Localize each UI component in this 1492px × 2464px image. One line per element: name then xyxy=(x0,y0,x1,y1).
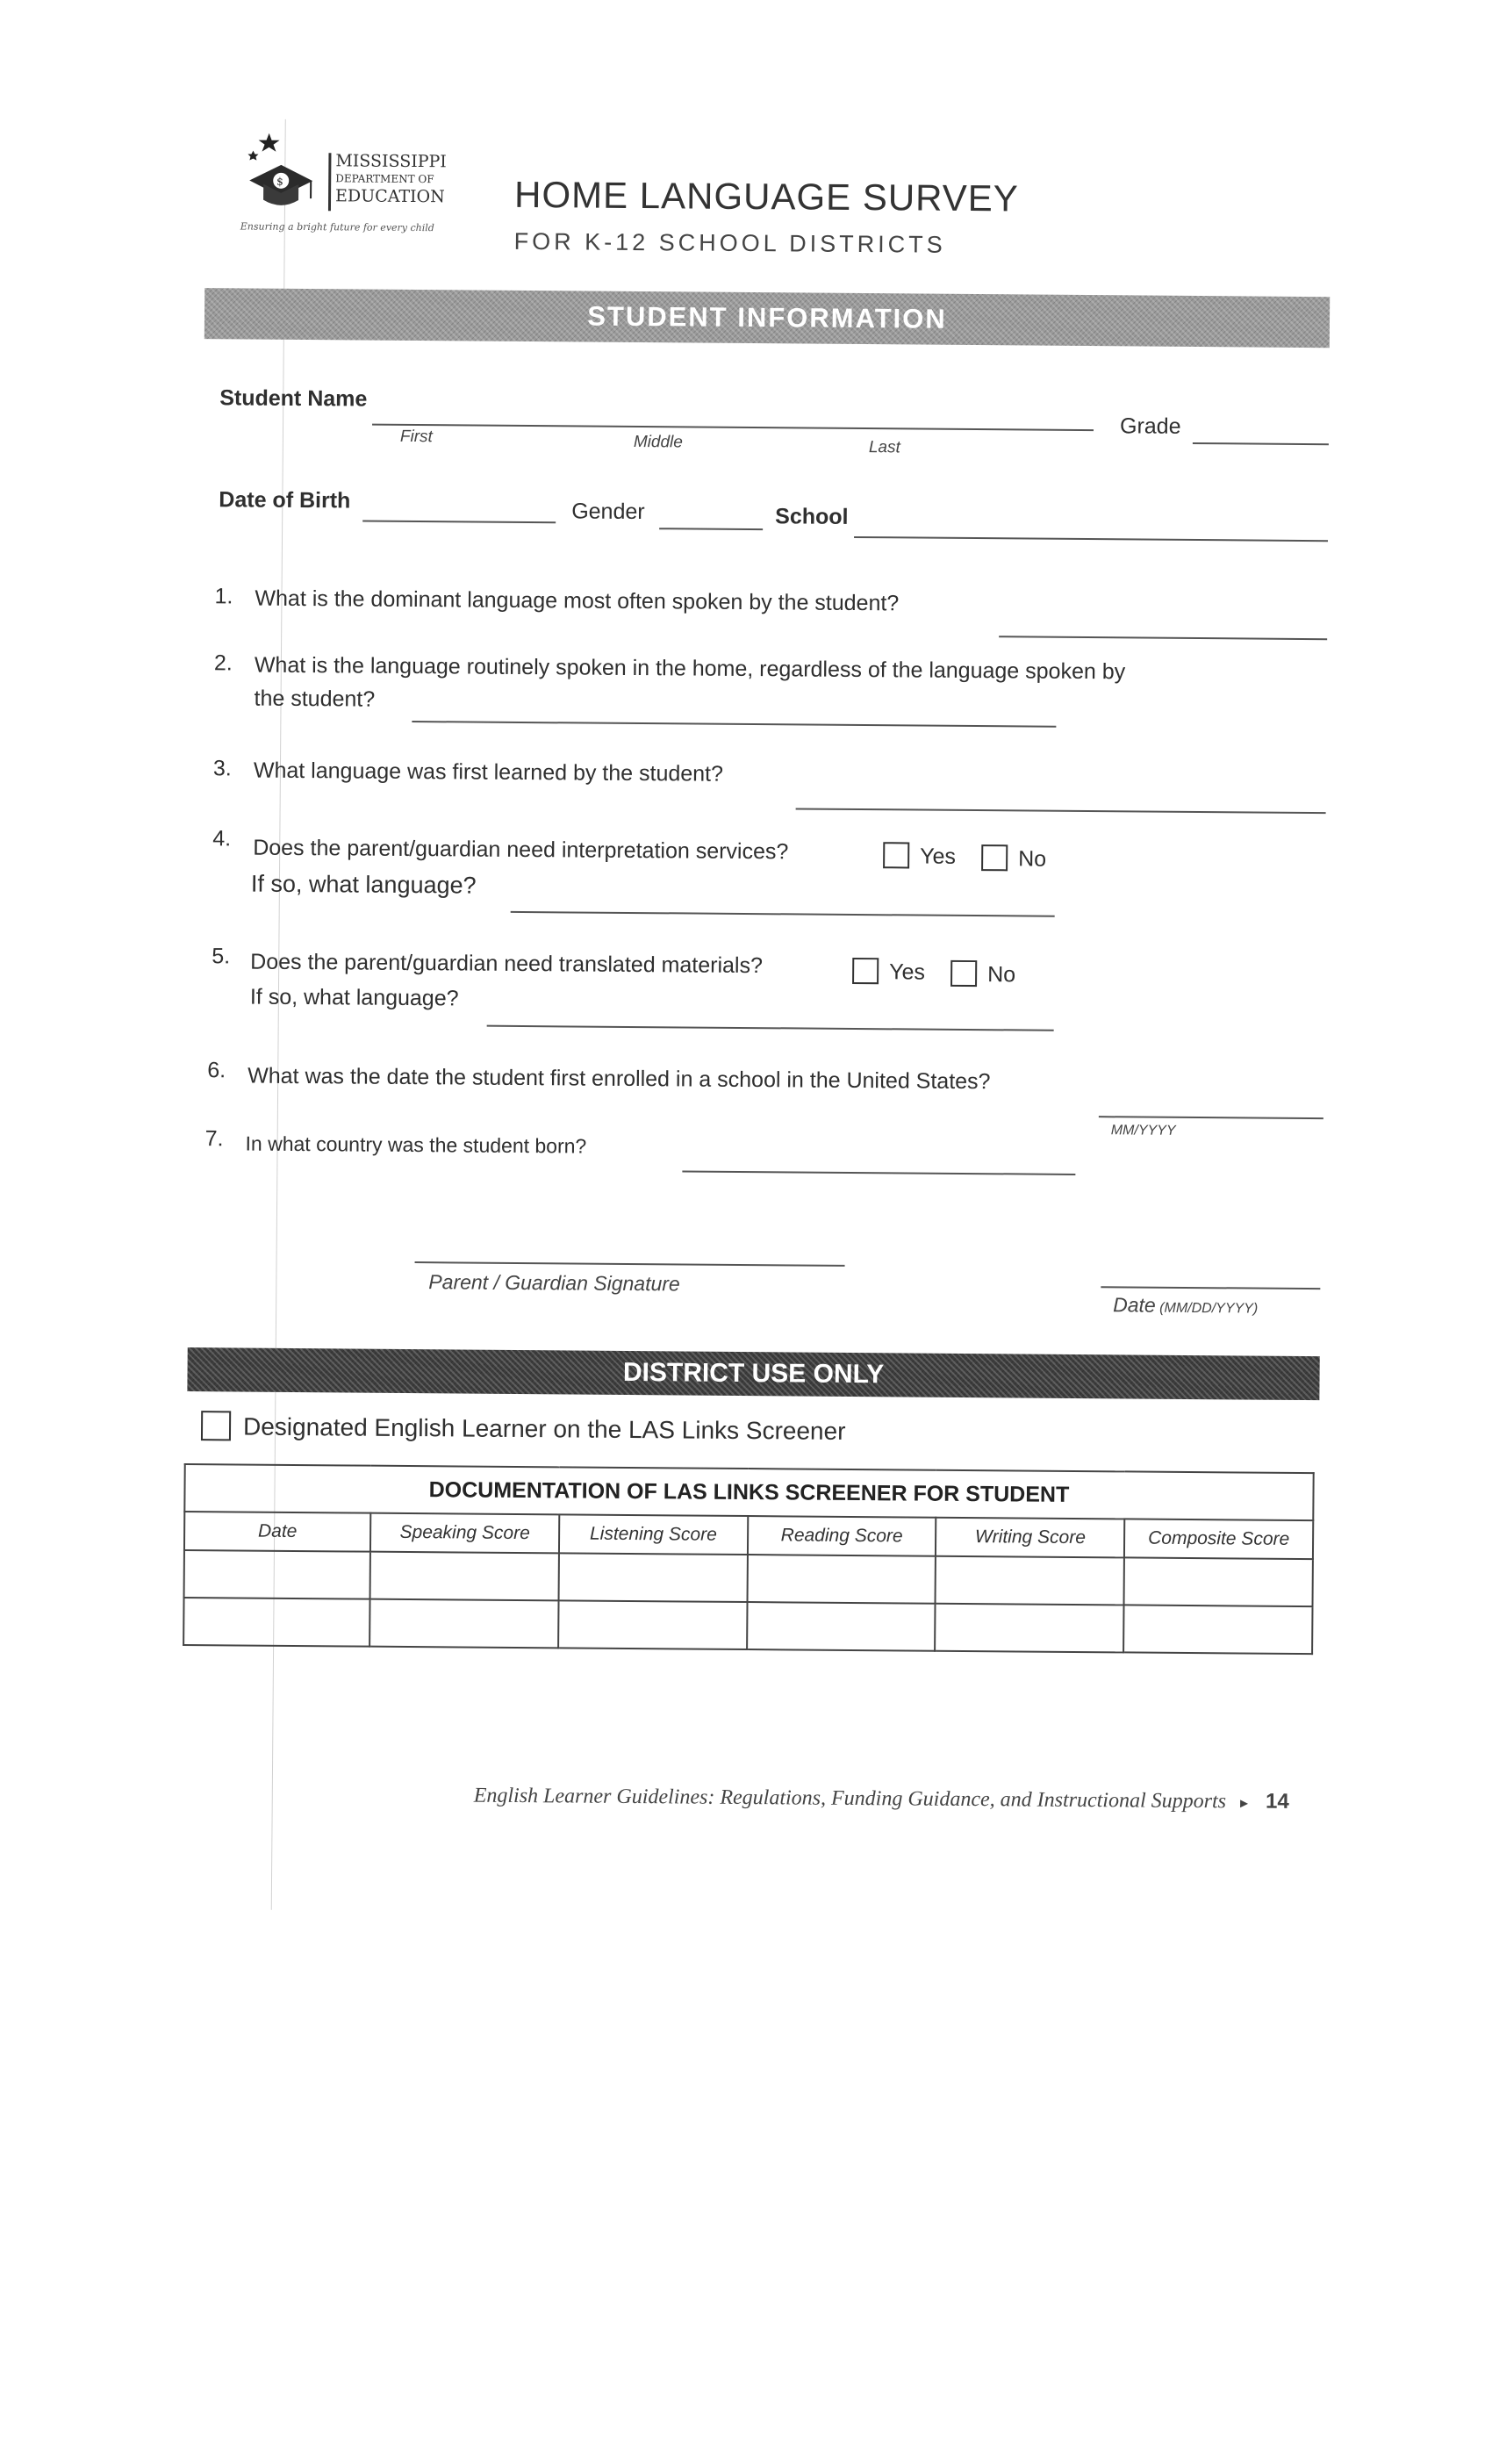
signature-date-caption xyxy=(1113,1293,1258,1318)
grade-label: Grade xyxy=(1120,413,1181,440)
question-5-text: Does the parent/guardian need translated materials? xyxy=(250,950,763,980)
question-6-text: What was the date the student first enrolled in a school in the United States? xyxy=(247,1064,991,1096)
table-cell-speaking-score[interactable] xyxy=(370,1552,559,1601)
mde-logo-icon xyxy=(240,129,322,226)
designated-el-checkbox[interactable] xyxy=(201,1411,231,1440)
question-2-answer-field[interactable] xyxy=(412,721,1056,728)
table-cell-date[interactable] xyxy=(184,1550,371,1599)
question-4-yes-label: Yes xyxy=(920,844,956,870)
question-4-yes-checkbox[interactable] xyxy=(883,842,909,868)
question-1-text: What is the dominant language most often spoken by the student? xyxy=(255,586,899,617)
las-links-table-title-row xyxy=(184,1464,1313,1520)
table-cell-composite-score[interactable] xyxy=(1123,1605,1312,1654)
las-links-table xyxy=(183,1463,1315,1655)
column-header-speaking-score: Speaking Score xyxy=(370,1513,559,1554)
gender-label: Gender xyxy=(571,499,645,525)
question-5-language-field[interactable] xyxy=(487,1025,1054,1031)
question-3-answer-field[interactable] xyxy=(796,808,1326,814)
table-cell-composite-score[interactable] xyxy=(1124,1557,1313,1606)
las-links-table-title: DOCUMENTATION OF LAS LINKS SCREENER FOR STUDENT xyxy=(184,1464,1313,1520)
gender-field[interactable] xyxy=(659,528,763,530)
question-1-number: 1. xyxy=(214,584,233,609)
first-name-caption: First xyxy=(400,427,433,447)
question-2-text-cont: the student? xyxy=(254,686,375,713)
svg-text:$: $ xyxy=(276,176,283,188)
question-6-format-hint: MM/YYYY xyxy=(1111,1123,1176,1139)
logo-line3: EDUCATION xyxy=(335,186,445,206)
mde-logo xyxy=(240,129,478,245)
question-5-number: 5. xyxy=(212,944,230,969)
footer-arrow-icon: ▸ xyxy=(1240,1793,1248,1811)
signature-date-format: (MM/DD/YYYY) xyxy=(1159,1301,1258,1317)
signature-date-field[interactable] xyxy=(1101,1286,1320,1289)
question-6-number: 6. xyxy=(207,1058,226,1083)
question-5-no-label: No xyxy=(987,962,1015,988)
question-4-text: Does the parent/guardian need interpretation services? xyxy=(253,836,788,866)
logo-line1: MISSISSIPPI xyxy=(335,151,447,171)
student-information-banner xyxy=(204,288,1330,348)
logo-tagline: Ensuring a bright future for every child xyxy=(240,220,434,233)
student-information-title: STUDENT INFORMATION xyxy=(587,301,947,335)
school-field[interactable] xyxy=(854,536,1328,542)
question-4-no-label: No xyxy=(1018,846,1046,872)
question-3-text: What language was first learned by the student? xyxy=(254,758,723,787)
page-subtitle: FOR K-12 SCHOOL DISTRICTS xyxy=(514,228,946,259)
question-1-answer-field[interactable] xyxy=(999,636,1327,640)
footer xyxy=(474,1784,1289,1814)
question-5-followup: If so, what language? xyxy=(250,985,459,1012)
question-4-number: 4. xyxy=(212,826,231,851)
guardian-signature-field[interactable] xyxy=(415,1261,845,1267)
column-header-writing-score: Writing Score xyxy=(936,1518,1124,1558)
question-4-language-field[interactable] xyxy=(511,911,1055,917)
guardian-signature-label: Parent / Guardian Signature xyxy=(428,1270,680,1296)
district-use-only-title: DISTRICT USE ONLY xyxy=(623,1358,885,1390)
date-of-birth-label: Date of Birth xyxy=(219,487,350,514)
question-2-text: What is the language routinely spoken in the home, regardless of the language spoken by xyxy=(255,653,1126,686)
grade-field[interactable] xyxy=(1193,442,1329,445)
page-number: 14 xyxy=(1266,1790,1289,1814)
last-name-caption: Last xyxy=(869,438,900,457)
question-4-followup: If so, what language? xyxy=(251,871,477,900)
table-cell-reading-score[interactable] xyxy=(747,1602,936,1651)
logo-line2: DEPARTMENT OF xyxy=(335,172,434,185)
question-5-no-checkbox[interactable] xyxy=(950,960,977,987)
student-name-label: Student Name xyxy=(219,385,367,412)
question-5-yes-label: Yes xyxy=(889,959,925,985)
middle-name-caption: Middle xyxy=(634,433,683,452)
question-2-number: 2. xyxy=(214,650,233,676)
designated-el-label: Designated English Learner on the LAS Links Screener xyxy=(243,1413,846,1446)
signature-date-label: Date xyxy=(1113,1293,1156,1316)
column-header-composite-score: Composite Score xyxy=(1124,1519,1313,1559)
column-header-listening-score: Listening Score xyxy=(559,1514,748,1555)
table-cell-date[interactable] xyxy=(183,1598,370,1647)
table-cell-speaking-score[interactable] xyxy=(369,1599,558,1649)
column-header-date: Date xyxy=(184,1512,371,1552)
student-name-field[interactable] xyxy=(372,424,1094,431)
question-5-yes-checkbox[interactable] xyxy=(852,958,879,984)
question-7-text: In what country was the student born? xyxy=(245,1132,586,1159)
question-3-number: 3. xyxy=(213,756,232,781)
table-row xyxy=(183,1598,1312,1654)
column-header-reading-score: Reading Score xyxy=(748,1516,936,1556)
table-cell-writing-score[interactable] xyxy=(936,1556,1124,1606)
question-4-no-checkbox[interactable] xyxy=(981,844,1008,871)
table-cell-reading-score[interactable] xyxy=(747,1555,936,1604)
question-7-answer-field[interactable] xyxy=(682,1170,1075,1175)
table-cell-listening-score[interactable] xyxy=(558,1553,747,1602)
table-row xyxy=(184,1550,1313,1606)
table-cell-writing-score[interactable] xyxy=(936,1604,1124,1653)
question-6-date-field[interactable] xyxy=(1099,1116,1323,1119)
school-label: School xyxy=(775,504,849,530)
question-7-number: 7. xyxy=(205,1126,224,1152)
table-cell-listening-score[interactable] xyxy=(558,1600,747,1649)
district-use-only-banner xyxy=(187,1347,1319,1400)
page-title: HOME LANGUAGE SURVEY xyxy=(514,174,1019,220)
date-of-birth-field[interactable] xyxy=(362,521,556,524)
footer-text: English Learner Guidelines: Regulations, Funding Guidance, and Instructional Supports xyxy=(474,1785,1226,1814)
